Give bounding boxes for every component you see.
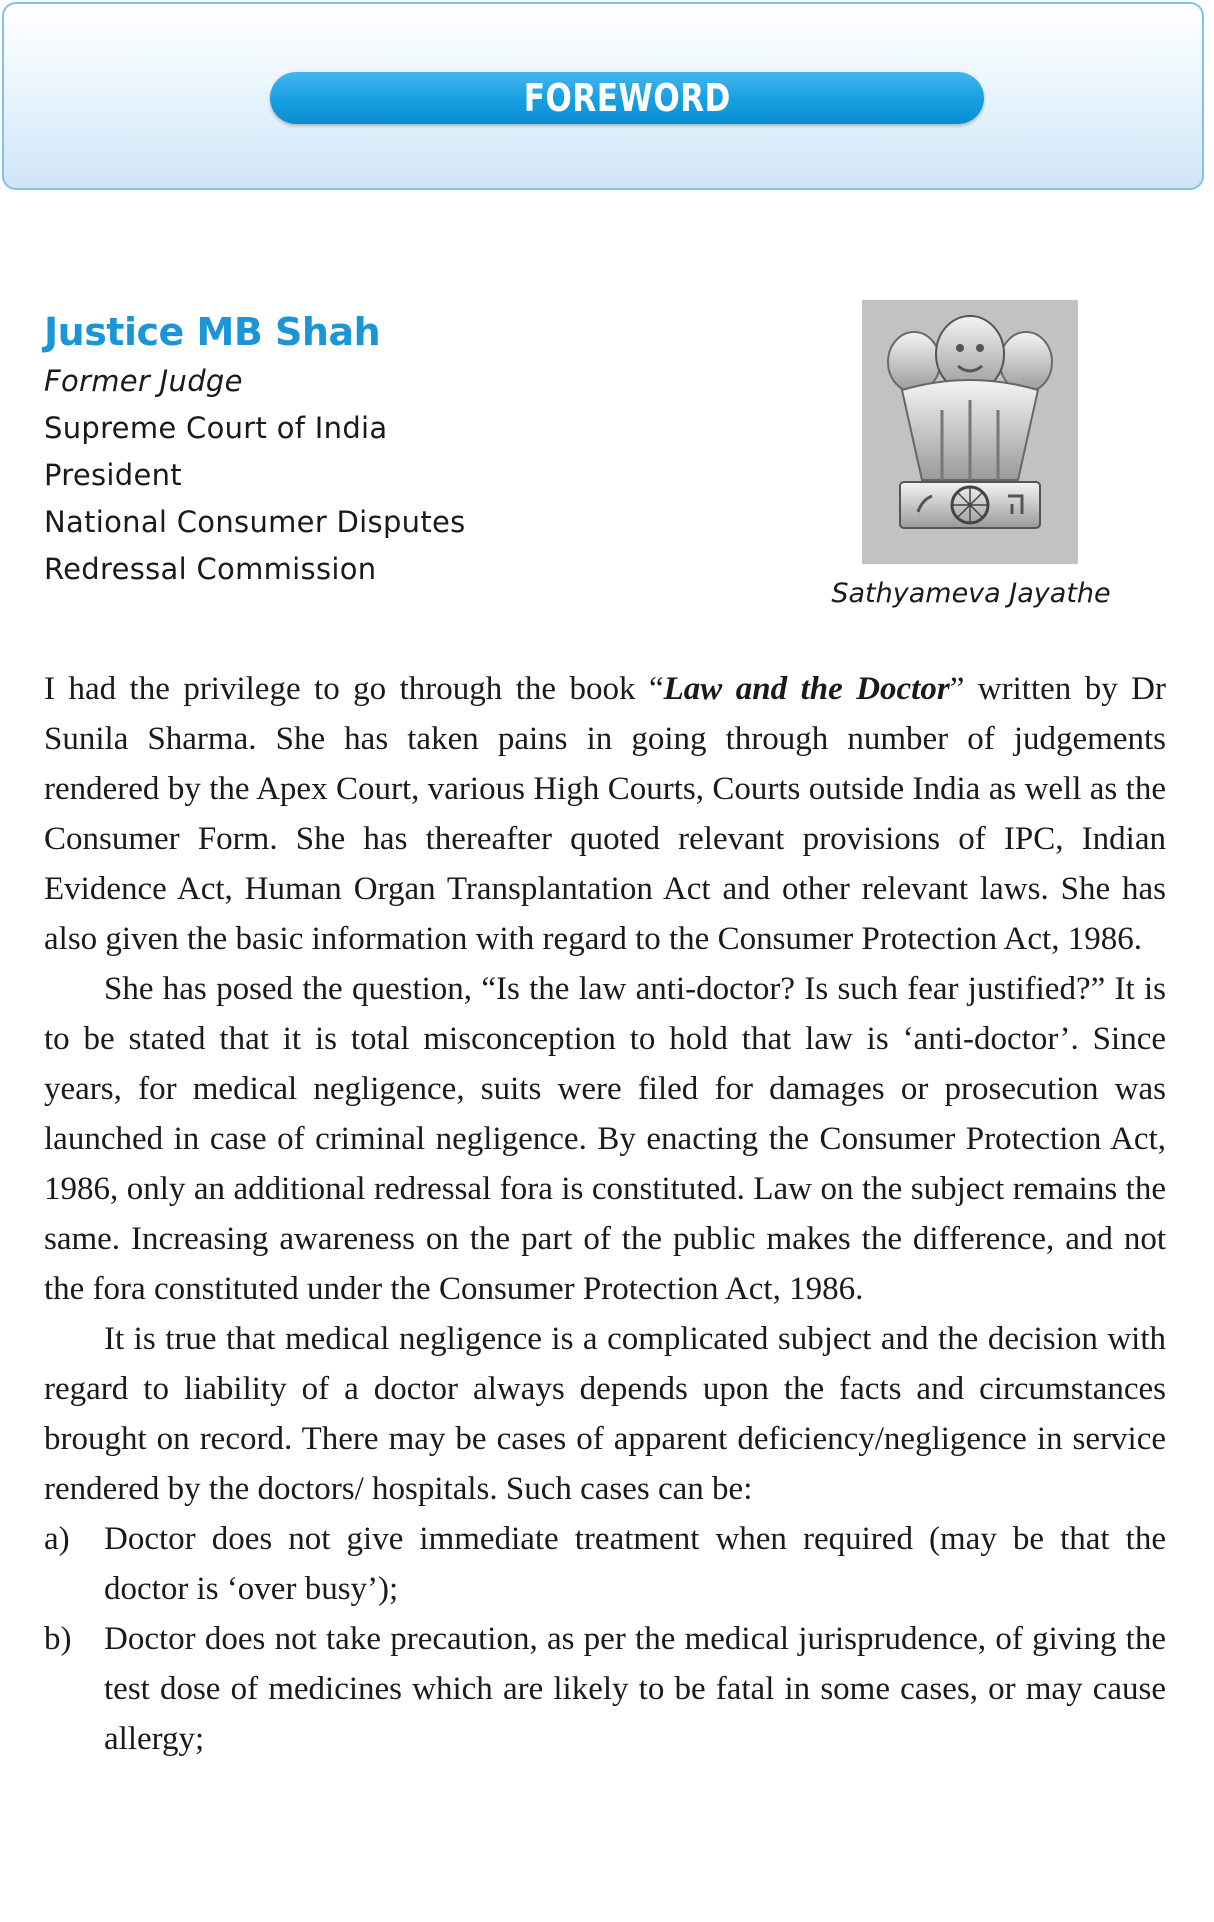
lion-capital-emblem-icon [862,300,1078,564]
foreword-body [44,664,1166,1764]
list-marker: b) [44,1621,72,1657]
list-marker: a) [44,1521,70,1557]
page-title: FOREWORD [523,76,731,120]
paragraph: It is true that medical negligence is a complicated subject and the decision with regard to liability of a doctor always depends upon the facts and circumstances brought on record. There may be cases of apparent deficiency/negligence in service rendered by the doctors/ hospitals. Such cases can be: [44,1321,1166,1507]
list-item [44,1514,1166,1614]
author-title-line: Redressal Commission [44,552,377,586]
author-title-line: President [44,458,182,492]
list-item-text: Doctor does not give immediate treatment when required (may be that the doctor is ‘over busy’); [104,1521,1166,1607]
book-title: Law and the Doctor [663,671,950,707]
emblem-caption: Sathyameva Jayathe [831,578,1111,609]
title-pill [270,72,984,124]
list-item-text: Doctor does not take precaution, as per the medical jurisprudence, of giving the test dose of medicines which are likely to be fatal in some cases, or may cause allergy; [104,1621,1166,1757]
author-title-line: National Consumer Disputes [44,505,466,539]
author-title-line: Former Judge [44,364,243,398]
author-title-line: Supreme Court of India [44,411,388,445]
paragraph: She has posed the question, “Is the law anti-doctor? Is such fear justified?” It is to be stated that it is total misconception to hold that law is ‘anti-doctor’. Since years, for medical negligence, suits were filed for damages or prosecution was launched in case of criminal negligence. By enacting the Consumer Protection Act, 1986, only an additional redressal fora is constituted. Law on the subject remains the same. Increasing awareness on the part of the public makes the difference, and not the fora constituted under the Consumer Protection Act, 1986. [44,971,1166,1307]
author-block [44,310,466,593]
author-name: Justice MB Shah [44,310,381,354]
list-item [44,1614,1166,1764]
header-banner [2,2,1204,190]
paragraph: I had the privilege to go through the book “Law and the Doctor” written by Dr Sunila Sharma. She has taken pains in going through number of judgements rendered by the Apex Court, various High Courts, Courts outside India as well as the Consumer Form. She has thereafter quoted relevant provisions of IPC, Indian Evidence Act, Human Organ Transplantation Act and other relevant laws. She has also given the basic information with regard to the Consumer Protection Act, 1986. [44,671,1166,957]
